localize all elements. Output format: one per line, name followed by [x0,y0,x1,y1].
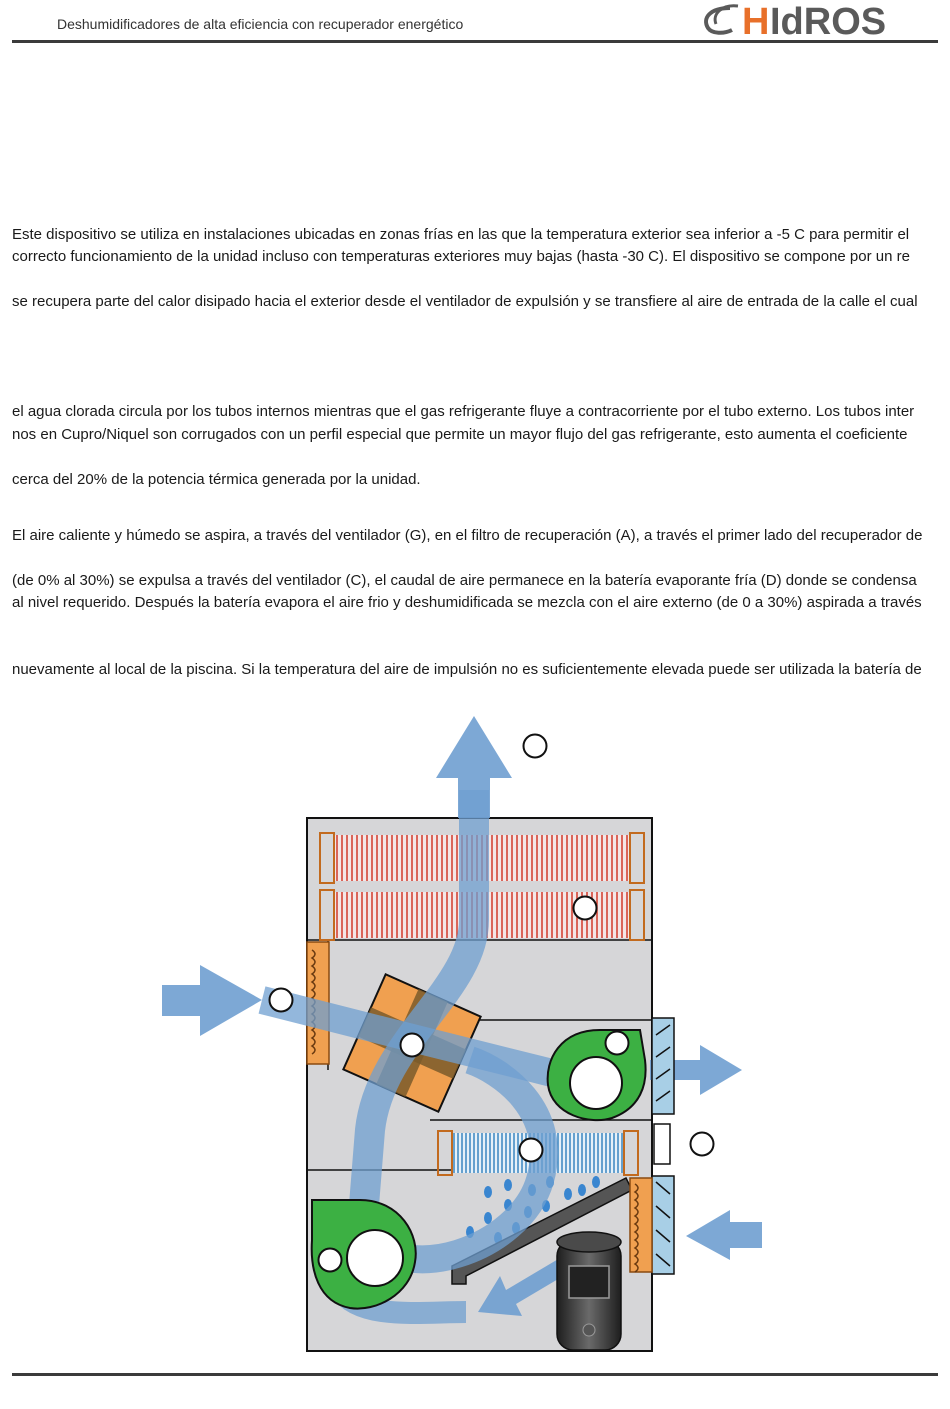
exhaust-fan [548,1030,646,1120]
control-panel [654,1124,670,1164]
dehumidifier-diagram [150,700,790,1365]
svg-text:IdROS: IdROS [770,1,887,40]
body-line-9: al nivel requerido. Después la batería evapora el aire frio y deshumidificada se mezcla con el aire externo (de 0 a 30%) aspirada a través [12,594,922,611]
body-line-6: cerca del 20% de la potencia térmica generada por la unidad. [12,471,421,488]
body-line-1: Este dispositivo se utiliza en instalaciones ubicadas en zonas frías en las que la temperatura exterior sea inferior a -5 C para permitir el [12,226,910,243]
body-line-10: nuevamente al local de la piscina. Si la temperatura del aire de impulsión no es suficientemente elevada puede ser utilizada la batería de [12,661,922,678]
body-line-7: El aire caliente y húmedo se aspira, a través del ventilador (G), en el filtro de recuperación (A), a través el primer lado del recuperador de [12,527,923,544]
body-line-3: se recupera parte del calor disipado hacia el exterior desde el ventilador de expulsión y se transfiere al aire de entrada de la calle el cual [12,293,918,310]
callout-fan-c [606,1032,629,1055]
body-line-5: nos en Cupro/Niquel son corrugados con un perfil especial que permite un mayor flujo del gas refrigerante, esto aumenta el coeficiente [12,426,908,443]
body-line-2: correcto funcionamiento de la unidad incluso con temperaturas exteriores muy bajas (hasta -30 C). El dispositivo se compone por un re [12,248,910,265]
exhaust-arrow [436,716,512,818]
header-rule [12,40,938,43]
damper-upper [652,1018,674,1114]
callout-exchanger [401,1034,424,1057]
body-line-4: el agua clorada circula por los tubos internos mientras que el gas refrigerante fluye a contracorriente por el tubo externo. Los tubos inter [12,403,915,420]
callout-evaporator [520,1139,543,1162]
body-line-8: (de 0% al 30%) se expulsa a través del ventilador (C), el caudal de aire permanece en la batería evaporante fría (D) donde se condensa [12,572,917,589]
inlet-arrow-right [686,1210,762,1260]
callout-inlet [270,989,293,1012]
callout-panel [691,1133,714,1156]
callout-fan-g [319,1249,342,1272]
damper-lower [652,1176,674,1274]
header-title: Deshumidificadores de alta eficiencia con recuperador energético [57,16,464,32]
hidros-logo [700,0,940,40]
fresh-air-filter [630,1178,652,1272]
footer-rule [12,1373,938,1376]
compressor [557,1232,621,1350]
inlet-arrow-left [162,965,262,1036]
svg-text:H: H [742,1,770,40]
callout-exhaust [524,735,547,758]
callout-coil [574,897,597,920]
